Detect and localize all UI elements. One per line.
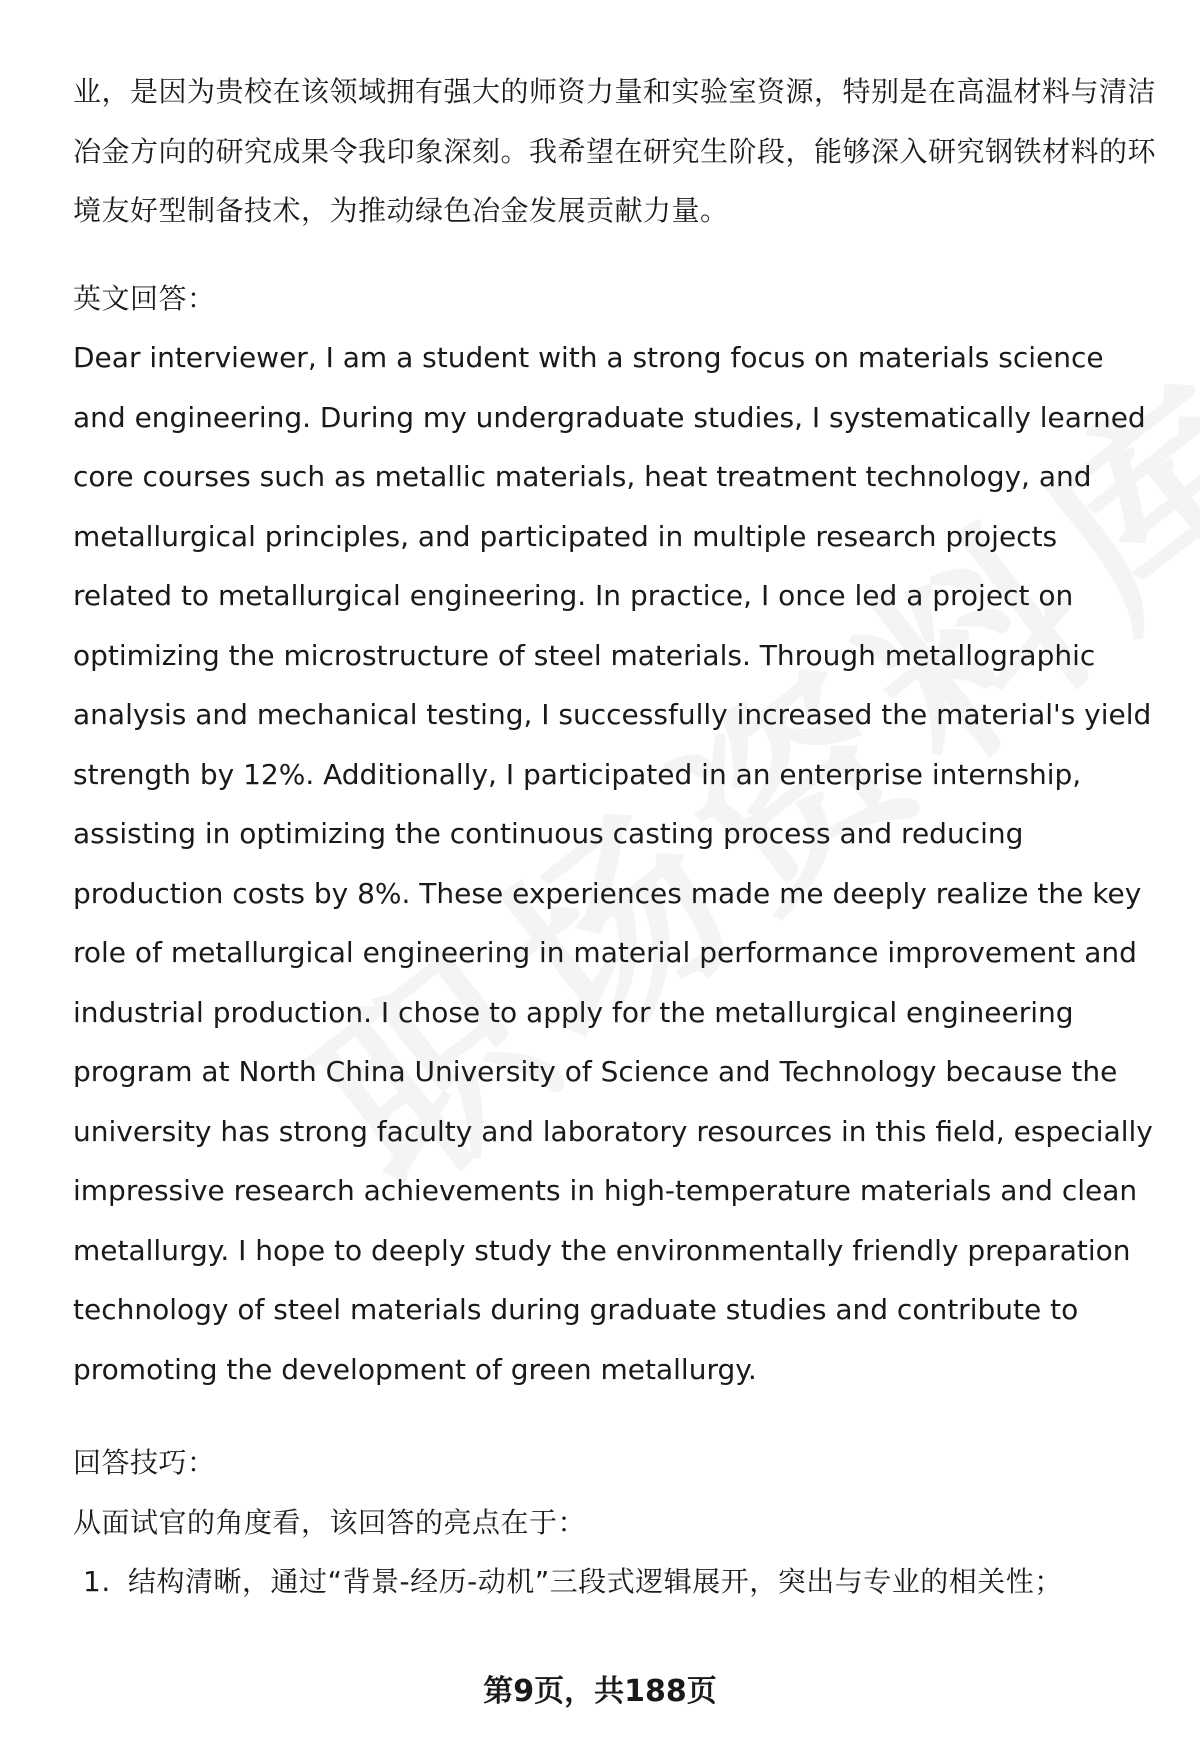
list-item-text: 结构清晰，通过“背景-经历-动机”三段式逻辑展开，突出与专业的相关性； [128,1565,1063,1598]
tips-intro: 从面试官的角度看，该回答的亮点在于： [73,1505,587,1539]
page-footer: 第9页，共188页 [483,1674,717,1709]
tips-list [73,1552,1158,1612]
list-item [73,1552,1158,1612]
chinese-answer-continuation: 业，是因为贵校在该领域拥有强大的师资力量和实验室资源，特别是在高温材料与清洁冶金方向的研究成果令我印象深刻。我希望在研究生阶段，能够深入研究钢铁材料的环境友好型制备技术，为推动绿色冶金发展贡献力量。 [73,75,1157,227]
english-answer-text: Dear interviewer, I am a student with a strong focus on materials science and engineering. During my undergraduate studies, I systematically learned core courses such as metallic materials, heat treatment technology, and metallurgical principles, and participated in multiple research projects related to metallurgical engineering. In practice, I once led a project on optimizing the microstructure of steel materials. Through metallographic analysis and mechanical testing, I successfully increased the material's yield strength by 12%. Additionally, I participated in an enterprise internship, assisting in optimizing the continuous casting process and reducing production costs by 8%. These experiences made me deeply realize the key role of metallurgical engineering in material performance improvement and industrial production. I chose to apply for the metallurgical engineering program at North China University of Science and Technology because the university has strong faculty and laboratory resources in this field, especially impressive research achievements in high-temperature materials and clean metallurgy. I hope to deeply study the environmentally friendly preparation technology of steel materials during graduate studies and contribute to promoting the development of green metallurgy. [73,341,1153,1386]
document-page [73,62,1158,1612]
tips-heading: 回答技巧： [73,1446,216,1479]
english-answer-heading: 英文回答： [73,281,216,315]
list-item-number: 1. [83,1565,111,1598]
